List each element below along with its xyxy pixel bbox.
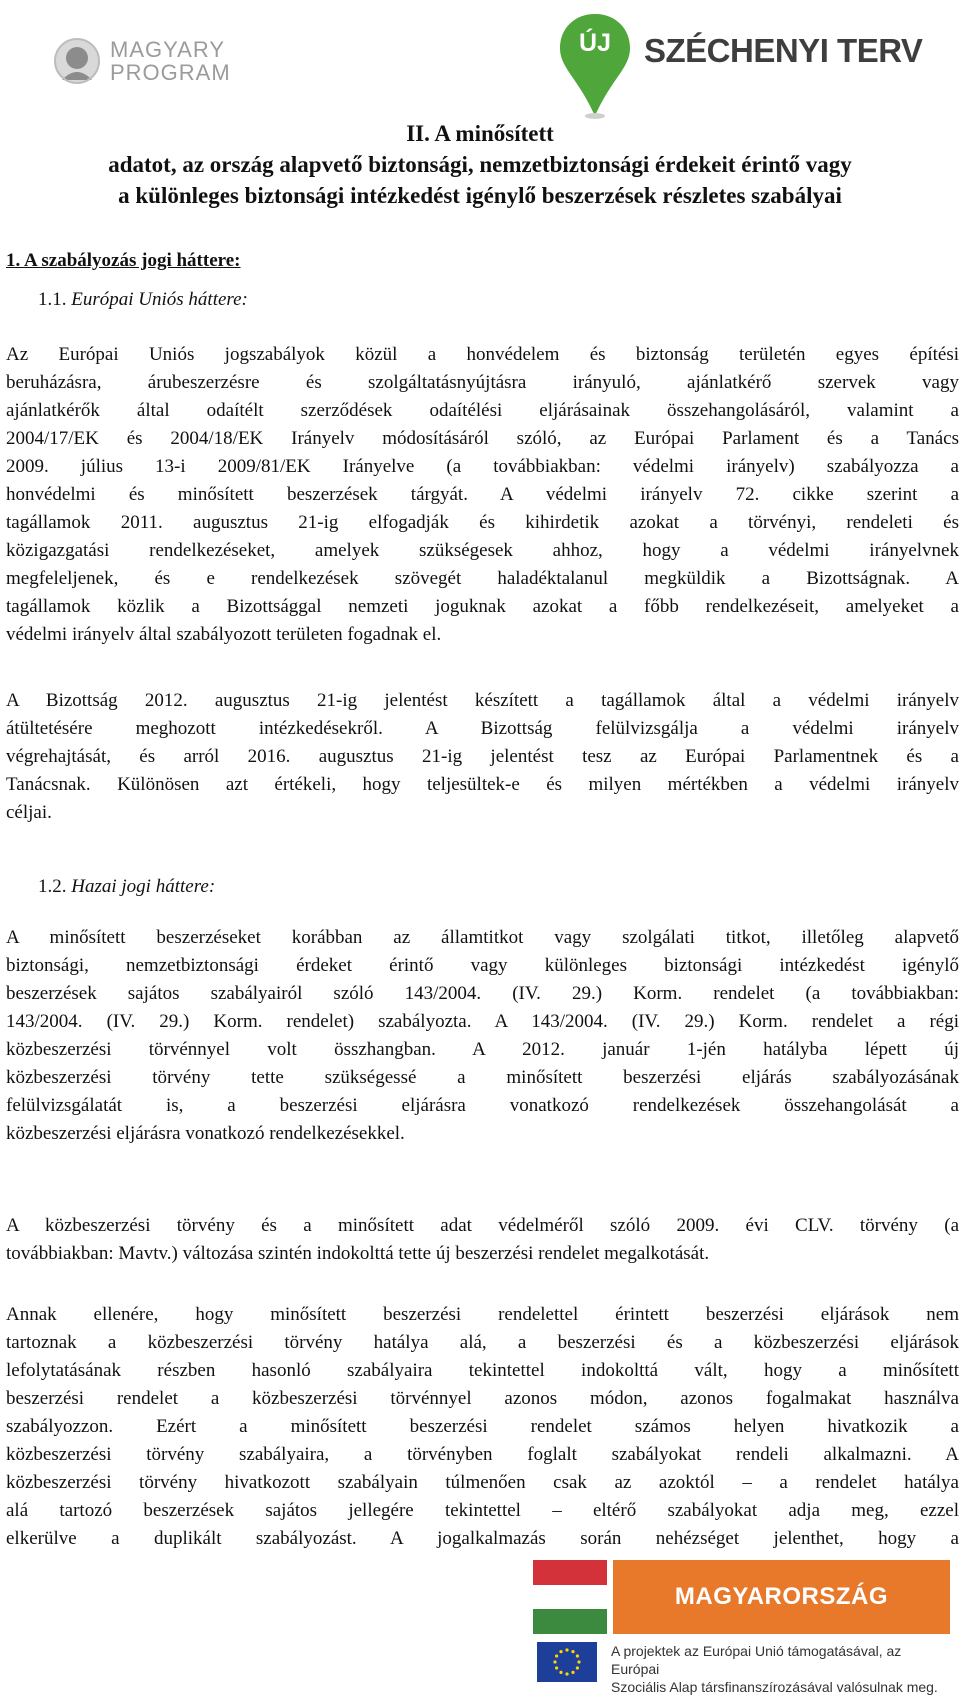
section-heading: 1. A szabályozás jogi háttere: [6,250,241,271]
text-line: védelmi irányelv által szabályozott területen fogadnak el. [6,624,442,645]
text-line: alá tartozó beszerzések sajátos jellegére tekintettel – eltérő szabályokat adja meg, ezzel [6,1500,959,1521]
text-line: A Bizottság 2012. augusztus 21-ig jelentést készített a tagállamok által a védelmi irányelv [6,690,959,711]
eu-notice-line-2: Szociális Alap társfinanszírozásával valósulnak meg. [611,1679,938,1695]
text-line: továbbiakban: Mavtv.) változása szintén indokolttá tette új beszerzési rendelet megalkotását. [6,1243,710,1264]
subsection-number: 1.1. [38,289,67,310]
text-line: megfeleljenek, és e rendelkezések szövegét haladéktalanul megküldik a Bizottságnak. A [6,568,959,589]
magyary-line1: MAGYARY [110,37,225,62]
text-line: elkerülve a duplikált szabályozást. A jogalkalmazás során nehézséget jelenthet, hogy a [6,1528,959,1549]
magyarorszag-megujul-banner: MAGYARORSZÁG MEGÚJUL [613,1560,950,1634]
footer-logos [533,1560,950,1695]
eu-notice-line-1: A projektek az Európai Unió támogatásával, az Európai [611,1643,902,1677]
subsection-1-1-heading [38,289,248,311]
subsection-number: 1.2. [38,876,67,897]
text-line: Az Európai Uniós jogszabályok közül a honvédelem és biztonság területén egyes építési [6,344,959,365]
text-line: közbeszerzési eljárásra vonatkozó rendelkezésekkel. [6,1123,405,1144]
text-line: lefolytatásának részben hasonló szabályaira tekintettel indokolttá vált, hogy a minősített [6,1360,959,1381]
paragraph-domestic-background [6,924,959,1148]
text-line: tagállamok 2011. augusztus 21-ig elfogadják és kihirdetik azokat a törvényi, rendeleti és [6,512,959,533]
text-line: A közbeszerzési törvény és a minősített adat védelméről szóló 2009. évi CLV. törvény (a [6,1215,959,1236]
title-line-3: a különleges biztonsági intézkedést igénylő beszerzések részletes szabályai [118,183,842,208]
text-line: beszerzések sajátos szabályairól szóló 143/2004. (IV. 29.) Korm. rendelet (a továbbiakban: [6,983,959,1004]
eu-funding-notice [611,1642,950,1696]
text-line: A minősített beszerzéseket korábban az államtitkot vagy szolgálati titkot, illetőleg alapvető [6,927,959,948]
title-line-2: adatot, az ország alapvető biztonsági, nemzetbiztonsági érdekeit érintő vagy [108,152,852,177]
subsection-title: Európai Uniós háttere: [71,289,248,310]
document-title [0,118,960,211]
magyary-portrait-icon [54,38,100,84]
text-line: céljai. [6,802,52,823]
text-line: 2009. július 13-i 2009/81/EK Irányelve (a továbbiakban: védelmi irányelv) szabályozza a [6,456,959,477]
text-line: Tanácsnak. Különösen azt értékeli, hogy teljesültek-e és milyen mértékben a védelmi irányelv [6,774,959,795]
text-line: Annak ellenére, hogy minősített beszerzési rendelettel érintett beszerzési eljárások nem [6,1304,959,1325]
text-line: közigazgatási rendelkezéseket, amelyek szükségesek ahhoz, hogy a védelmi irányelvnek [6,540,959,561]
text-line: végrehajtását, és arról 2016. augusztus 21-ig jelentést tesz az Európai Parlamentnek és a [6,746,959,767]
map-pin-icon [558,12,632,120]
text-line: biztonsági, nemzetbiztonsági érdeket érintő vagy különleges biztonsági intézkedést igénylő [6,955,959,976]
title-line-1: II. A minősített [406,121,554,146]
text-line: honvédelmi és minősített beszerzések tárgyát. A védelmi irányelv 72. cikke szerint a [6,484,959,505]
text-line: ajánlatkérők által odaítélt szerződések odaítélési eljárásainak összehangolásáról, valamint a [6,400,959,421]
uj-szechenyi-terv-logo [558,12,922,120]
paragraph-mavtv [6,1212,959,1268]
text-line: közbeszerzési törvény hivatkozott szabályain túlmenően csak az azoktól – a rendelet hatálya [6,1472,959,1493]
pin-label: ÚJ [579,29,611,57]
paragraph-commission-report [6,687,959,827]
magyary-program-logo [54,38,231,84]
subsection-1-2-heading [38,876,215,898]
text-line: 2004/17/EK és 2004/18/EK Irányelv módosításáról szóló, az Európai Parlament és a Tanács [6,428,959,449]
text-line: közbeszerzési törvénnyel volt összhangban. A 2012. január 1-jén hatályba lépett új [6,1039,959,1060]
magyary-line2: PROGRAM [110,60,231,85]
text-line: felülvizsgálatát is, a beszerzési eljárásra vonatkozó rendelkezések összehangolását a [6,1095,959,1116]
subsection-title: Hazai jogi háttere: [71,876,216,897]
text-line: közbeszerzési törvény tette szükségessé a minősített beszerzési eljárás szabályozásának [6,1067,959,1088]
text-line: beszerzési rendelet a közbeszerzési törvénnyel azonos módon, azonos fogalmakat használva [6,1388,959,1409]
paragraph-procurement-rules [6,1301,959,1553]
eu-flag-icon [537,1642,597,1682]
text-line: tartoznak a közbeszerzési törvény hatálya alá, a beszerzési és a közbeszerzési eljárások [6,1332,959,1353]
text-line: tagállamok közlik a Bizottsággal nemzeti joguknak azokat a főbb rendelkezéseit, amelyeket a [6,596,959,617]
text-line: beruházásra, árubeszerzésre és szolgáltatásnyújtásra irányuló, ajánlatkérő szervek vagy [6,372,959,393]
text-line: 143/2004. (IV. 29.) Korm. rendelet) szabályozta. A 143/2004. (IV. 29.) Korm. rendelet a régi [6,1011,959,1032]
szechenyi-terv-text: SZÉCHENYI TERV [644,32,923,69]
paragraph-eu-directive [6,341,959,649]
text-line: közbeszerzési törvény szabályaira, a törvényben foglalt szabályokat rendeli alkalmazni. A [6,1444,959,1465]
text-line: átültetésére meghozott intézkedésekről. A Bizottság felülvizsgálja a védelmi irányelv [6,718,959,739]
text-line: szabályozzon. Ezért a minősített beszerzési rendelet számos helyen hivatkozik a [6,1416,959,1437]
hungarian-flag-icon [533,1560,607,1634]
